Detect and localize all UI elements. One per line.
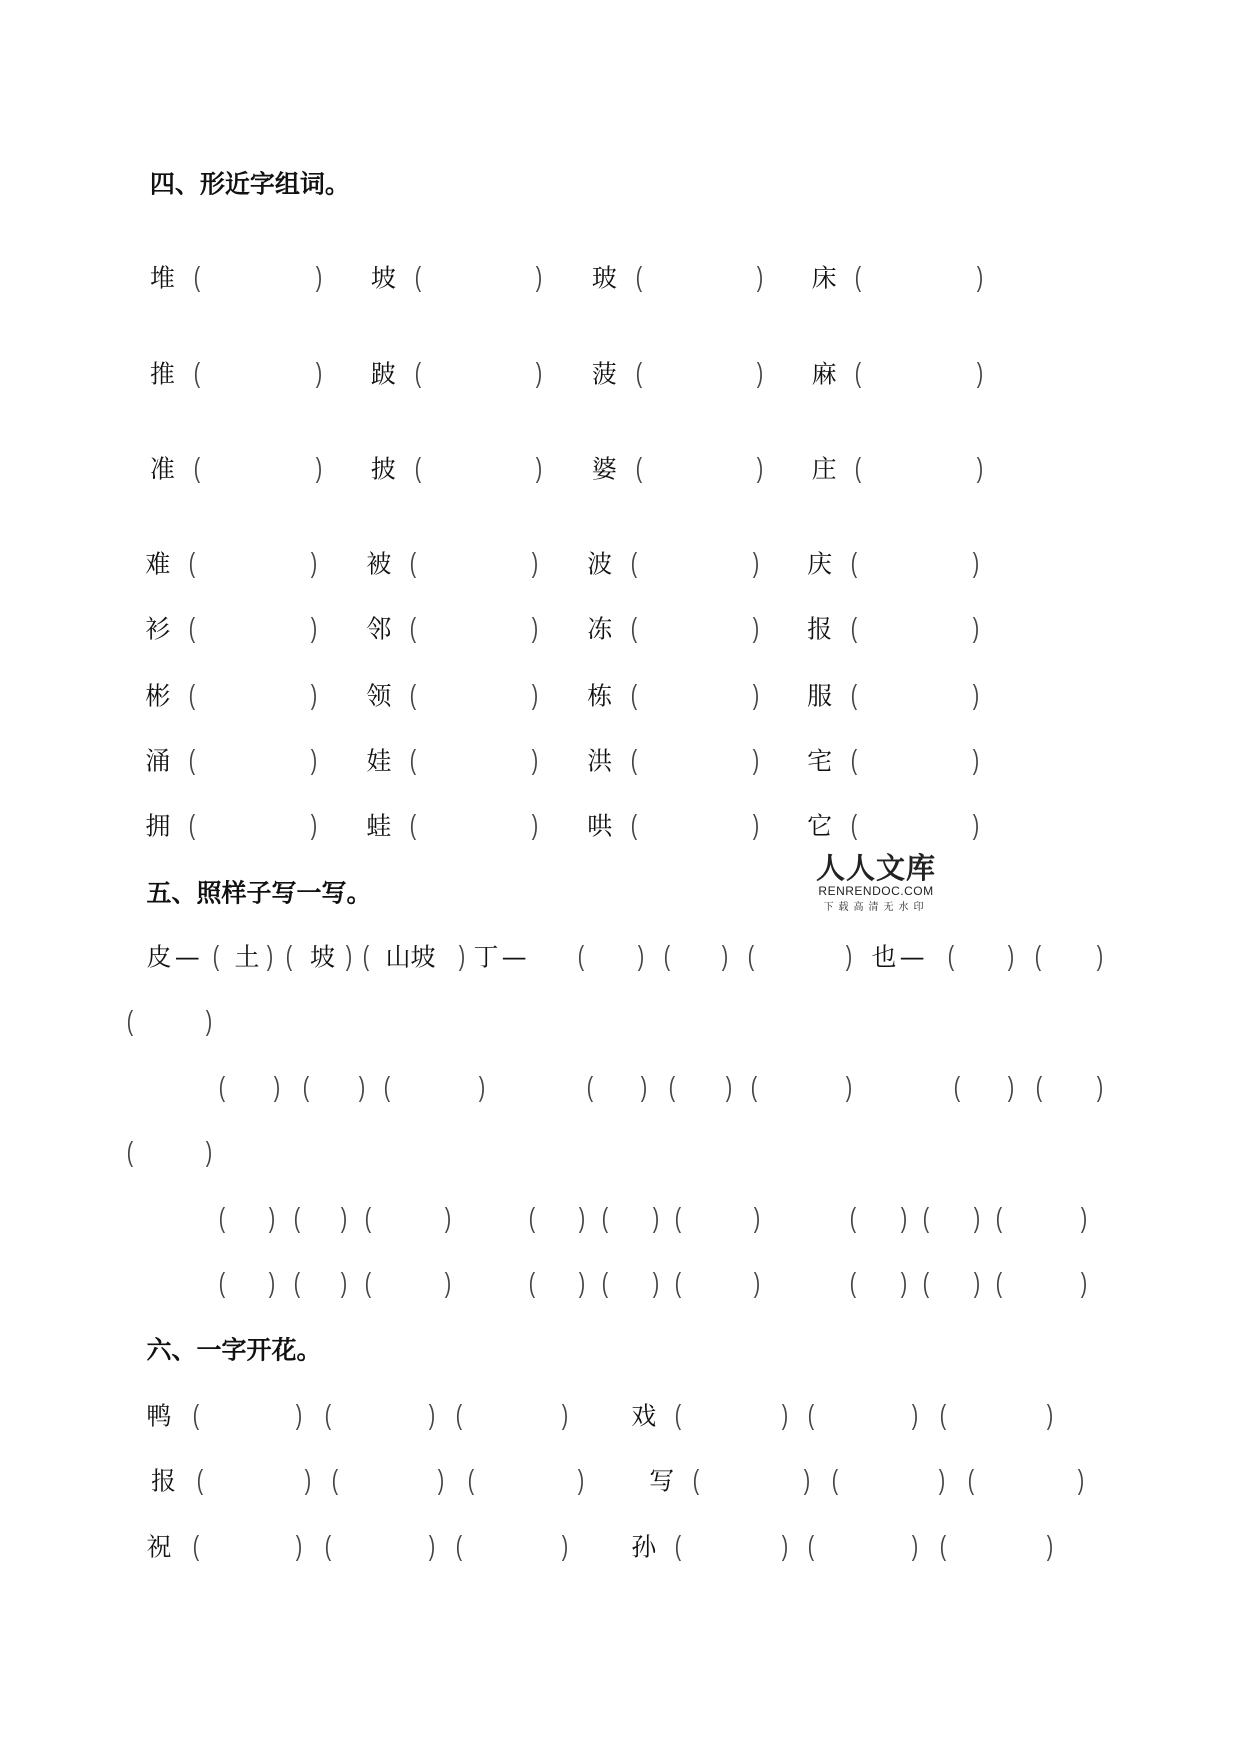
answer-blank-open[interactable]: ( <box>939 1399 947 1431</box>
word-char: 拥 <box>145 811 171 841</box>
answer-blank-close[interactable]: ) <box>752 744 760 776</box>
watermark-slogan: 下载高清无水印 <box>823 902 929 913</box>
word-char: 麻 <box>811 359 837 389</box>
word-char: 娃 <box>366 746 392 776</box>
word-char: 玻 <box>591 263 617 293</box>
answer-blank-open[interactable]: ( <box>601 1202 609 1234</box>
answer-blank-open[interactable]: ( <box>324 1530 331 1562</box>
word-char: 菠 <box>591 359 617 389</box>
answer-blank-close[interactable]: ) <box>900 1202 907 1234</box>
answer-blank-open[interactable]: ( <box>293 1202 301 1234</box>
answer-blank-close[interactable]: ) <box>562 1530 569 1562</box>
answer-blank-open[interactable]: ( <box>218 1071 225 1103</box>
answer-blank-close[interactable]: ) <box>972 810 979 842</box>
answer-blank-close[interactable]: ) <box>652 1267 659 1299</box>
answer-blank-close[interactable]: ) <box>310 679 318 711</box>
answer-blank-close[interactable]: ) <box>977 262 984 294</box>
answer-blank-close[interactable]: ) <box>341 1202 348 1234</box>
example-bracket-open[interactable]: ( <box>212 940 220 972</box>
answer-blank-open[interactable]: ( <box>674 1530 682 1562</box>
answer-blank-open[interactable]: ( <box>189 744 196 776</box>
section-6-title: 六、一字开花。 <box>146 1335 322 1365</box>
answer-blank-close[interactable]: ) <box>310 744 318 776</box>
answer-blank-close[interactable]: ) <box>1080 1202 1088 1234</box>
answer-blank-close[interactable]: ) <box>781 1399 789 1431</box>
answer-blank-close[interactable]: ) <box>359 1071 366 1103</box>
answer-blank-open[interactable]: ( <box>630 547 638 579</box>
answer-blank-close[interactable]: ) <box>305 1465 312 1497</box>
answer-blank-open[interactable]: ( <box>127 1006 134 1038</box>
answer-blank-open[interactable]: ( <box>630 679 638 711</box>
answer-blank-open[interactable]: ( <box>953 1071 960 1103</box>
answer-blank-open[interactable]: ( <box>850 744 858 776</box>
answer-blank-open[interactable]: ( <box>302 1071 310 1103</box>
word-char: 披 <box>370 454 396 484</box>
answer-blank-open[interactable]: ( <box>528 1202 535 1234</box>
answer-blank-close[interactable]: ) <box>429 1399 436 1431</box>
section-5-title: 五、照样子写一写。 <box>146 878 372 908</box>
answer-blank-close[interactable]: ) <box>315 358 322 390</box>
watermark-domain: RENRENDOC.COM <box>818 884 934 898</box>
answer-blank-open[interactable]: ( <box>630 810 638 842</box>
answer-blank-open[interactable]: ( <box>586 1071 594 1103</box>
answer-blank-open[interactable]: ( <box>635 358 642 390</box>
answer-blank-open[interactable]: ( <box>218 1202 225 1234</box>
answer-blank-close[interactable]: ) <box>429 1530 436 1562</box>
answer-blank-open[interactable]: ( <box>193 358 200 390</box>
answer-blank-open[interactable]: ( <box>855 262 862 294</box>
answer-blank-open[interactable]: ( <box>193 452 200 484</box>
answer-blank-open[interactable]: ( <box>409 744 417 776</box>
answer-blank-open[interactable]: ( <box>409 810 417 842</box>
answer-blank-open[interactable]: ( <box>332 1465 339 1497</box>
answer-blank-close[interactable]: ) <box>1007 1071 1014 1103</box>
answer-blank-close[interactable]: ) <box>752 679 760 711</box>
answer-blank-close[interactable]: ) <box>478 1071 486 1103</box>
answer-blank-open[interactable]: ( <box>193 262 200 294</box>
answer-blank-close[interactable]: ) <box>803 1465 810 1497</box>
prompt-dash: — <box>501 942 527 972</box>
answer-blank-open[interactable]: ( <box>674 1202 682 1234</box>
answer-blank-open[interactable]: ( <box>127 1137 134 1169</box>
answer-blank-close[interactable]: ) <box>310 547 318 579</box>
answer-blank-close[interactable]: ) <box>536 358 543 390</box>
answer-blank-open[interactable]: ( <box>414 358 421 390</box>
answer-blank-close[interactable]: ) <box>757 358 764 390</box>
answer-blank-open[interactable]: ( <box>467 1465 474 1497</box>
answer-blank-open[interactable]: ( <box>577 940 585 972</box>
word-char: 庄 <box>811 454 837 484</box>
answer-blank-open[interactable]: ( <box>192 1530 199 1562</box>
answer-blank-close[interactable]: ) <box>725 1071 733 1103</box>
answer-blank-open[interactable]: ( <box>192 1399 199 1431</box>
answer-blank-close[interactable]: ) <box>531 744 539 776</box>
answer-blank-open[interactable]: ( <box>922 1267 930 1299</box>
answer-blank-open[interactable]: ( <box>528 1267 535 1299</box>
word-char: 庆 <box>807 549 833 579</box>
answer-blank-open[interactable]: ( <box>807 1399 815 1431</box>
word-char: 哄 <box>587 811 613 841</box>
answer-blank-close[interactable]: ) <box>781 1530 789 1562</box>
answer-blank-open[interactable]: ( <box>1035 1071 1043 1103</box>
answer-blank-open[interactable]: ( <box>663 940 671 972</box>
word-char: 被 <box>366 549 392 579</box>
prompt-char: 也 <box>871 942 897 972</box>
answer-blank-open[interactable]: ( <box>324 1399 331 1431</box>
answer-blank-open[interactable]: ( <box>947 940 955 972</box>
example-answer: 坡 <box>310 942 336 972</box>
answer-blank-close[interactable]: ) <box>1007 940 1014 972</box>
answer-blank-close[interactable]: ) <box>972 547 979 579</box>
answer-blank-open[interactable]: ( <box>669 1071 676 1103</box>
answer-blank-open[interactable]: ( <box>939 1530 947 1562</box>
example-bracket-close[interactable]: ) <box>458 940 465 972</box>
answer-blank-open[interactable]: ( <box>189 547 196 579</box>
answer-blank-open[interactable]: ( <box>409 612 417 644</box>
answer-blank-close[interactable]: ) <box>757 262 764 294</box>
word-char: 波 <box>587 549 613 579</box>
word-char: 床 <box>811 263 837 293</box>
answer-blank-open[interactable]: ( <box>750 1071 757 1103</box>
answer-blank-close[interactable]: ) <box>536 452 543 484</box>
answer-blank-close[interactable]: ) <box>846 1071 853 1103</box>
answer-blank-close[interactable]: ) <box>977 452 984 484</box>
answer-blank-close[interactable]: ) <box>577 1465 585 1497</box>
answer-blank-close[interactable]: ) <box>977 358 984 390</box>
answer-blank-close[interactable]: ) <box>269 1202 276 1234</box>
word-char: 坡 <box>370 263 396 293</box>
answer-blank-open[interactable]: ( <box>414 452 421 484</box>
answer-blank-open[interactable]: ( <box>189 679 196 711</box>
answer-blank-open[interactable]: ( <box>409 679 417 711</box>
answer-blank-open[interactable]: ( <box>456 1530 463 1562</box>
word-char: 领 <box>366 681 392 711</box>
answer-blank-close[interactable]: ) <box>531 547 539 579</box>
answer-blank-close[interactable]: ) <box>579 1202 586 1234</box>
flower-char: 鸭 <box>146 1401 172 1431</box>
watermark-logo <box>812 852 940 913</box>
answer-blank-close[interactable]: ) <box>752 612 760 644</box>
answer-blank-close[interactable]: ) <box>531 810 539 842</box>
answer-blank-close[interactable]: ) <box>562 1399 569 1431</box>
answer-blank-close[interactable]: ) <box>536 262 543 294</box>
example-answer: 山坡 <box>385 942 436 972</box>
answer-blank-open[interactable]: ( <box>807 1530 815 1562</box>
answer-blank-close[interactable]: ) <box>531 612 539 644</box>
answer-blank-open[interactable]: ( <box>967 1465 975 1497</box>
answer-blank-close[interactable]: ) <box>1077 1465 1084 1497</box>
word-char: 涌 <box>145 746 171 776</box>
answer-blank-close[interactable]: ) <box>531 679 539 711</box>
example-bracket-close[interactable]: ) <box>345 940 353 972</box>
answer-blank-close[interactable]: ) <box>752 810 760 842</box>
answer-blank-close[interactable]: ) <box>315 262 322 294</box>
word-char: 婆 <box>591 454 617 484</box>
word-char: 衫 <box>145 614 171 644</box>
answer-blank-open[interactable]: ( <box>196 1465 204 1497</box>
answer-blank-close[interactable]: ) <box>753 1202 761 1234</box>
answer-blank-open[interactable]: ( <box>409 547 417 579</box>
answer-blank-close[interactable]: ) <box>637 940 645 972</box>
answer-blank-close[interactable]: ) <box>757 452 764 484</box>
answer-blank-close[interactable]: ) <box>972 612 979 644</box>
answer-blank-close[interactable]: ) <box>973 1267 981 1299</box>
answer-blank-close[interactable]: ) <box>579 1267 586 1299</box>
flower-char: 戏 <box>631 1401 657 1431</box>
answer-blank-close[interactable]: ) <box>1096 940 1103 972</box>
word-char: 蛙 <box>366 811 392 841</box>
answer-blank-close[interactable]: ) <box>972 679 979 711</box>
answer-blank-open[interactable]: ( <box>189 810 196 842</box>
answer-blank-close[interactable]: ) <box>269 1267 276 1299</box>
answer-blank-close[interactable]: ) <box>652 1202 659 1234</box>
word-char: 报 <box>807 614 833 644</box>
answer-blank-close[interactable]: ) <box>444 1202 452 1234</box>
example-bracket-open[interactable]: ( <box>362 940 370 972</box>
answer-blank-close[interactable]: ) <box>1046 1530 1054 1562</box>
answer-blank-close[interactable]: ) <box>846 940 853 972</box>
word-char: 彬 <box>145 681 171 711</box>
answer-blank-open[interactable]: ( <box>635 452 642 484</box>
prompt-char: 丁 <box>473 942 499 972</box>
answer-blank-close[interactable]: ) <box>438 1465 445 1497</box>
answer-blank-close[interactable]: ) <box>296 1399 303 1431</box>
answer-blank-close[interactable]: ) <box>752 547 760 579</box>
answer-blank-open[interactable]: ( <box>850 547 858 579</box>
example-bracket-open[interactable]: ( <box>285 940 293 972</box>
word-char: 邻 <box>366 614 392 644</box>
answer-blank-close[interactable]: ) <box>205 1006 213 1038</box>
word-char: 难 <box>145 549 171 579</box>
answer-blank-open[interactable]: ( <box>384 1071 391 1103</box>
answer-blank-close[interactable]: ) <box>1046 1399 1054 1431</box>
answer-blank-close[interactable]: ) <box>444 1267 452 1299</box>
answer-blank-open[interactable]: ( <box>855 358 862 390</box>
answer-blank-open[interactable]: ( <box>674 1399 682 1431</box>
answer-blank-open[interactable]: ( <box>364 1267 372 1299</box>
word-char: 冻 <box>587 614 613 644</box>
answer-blank-close[interactable]: ) <box>310 612 318 644</box>
answer-blank-open[interactable]: ( <box>849 1267 857 1299</box>
answer-blank-open[interactable]: ( <box>922 1202 930 1234</box>
answer-blank-open[interactable]: ( <box>1034 940 1041 972</box>
answer-blank-close[interactable]: ) <box>641 1071 648 1103</box>
answer-blank-open[interactable]: ( <box>996 1202 1003 1234</box>
answer-blank-open[interactable]: ( <box>635 262 642 294</box>
word-char: 准 <box>149 454 175 484</box>
answer-blank-close[interactable]: ) <box>722 940 729 972</box>
answer-blank-open[interactable]: ( <box>674 1267 682 1299</box>
answer-blank-open[interactable]: ( <box>850 679 858 711</box>
word-char: 推 <box>149 359 175 389</box>
word-char: 宅 <box>807 746 833 776</box>
answer-blank-close[interactable]: ) <box>315 452 322 484</box>
flower-char: 祝 <box>146 1532 172 1562</box>
word-char: 它 <box>807 811 833 841</box>
answer-blank-close[interactable]: ) <box>296 1530 303 1562</box>
answer-blank-close[interactable]: ) <box>972 744 979 776</box>
word-char: 栋 <box>587 681 613 711</box>
word-char: 服 <box>807 681 833 711</box>
answer-blank-open[interactable]: ( <box>849 1202 857 1234</box>
answer-blank-open[interactable]: ( <box>218 1267 225 1299</box>
answer-blank-close[interactable]: ) <box>973 1202 981 1234</box>
answer-blank-open[interactable]: ( <box>850 612 858 644</box>
flower-char: 写 <box>649 1466 675 1496</box>
answer-blank-close[interactable]: ) <box>273 1071 280 1103</box>
word-char: 跛 <box>370 359 396 389</box>
answer-blank-open[interactable]: ( <box>414 262 421 294</box>
answer-blank-close[interactable]: ) <box>938 1465 946 1497</box>
answer-blank-open[interactable]: ( <box>630 744 638 776</box>
example-char: 皮 <box>146 942 172 972</box>
answer-blank-close[interactable]: ) <box>205 1137 213 1169</box>
flower-char: 报 <box>151 1466 177 1496</box>
answer-blank-close[interactable]: ) <box>900 1267 907 1299</box>
answer-blank-close[interactable]: ) <box>911 1530 919 1562</box>
answer-blank-open[interactable]: ( <box>293 1267 301 1299</box>
example-dash: — <box>174 942 200 972</box>
flower-char: 孙 <box>631 1532 657 1562</box>
answer-blank-close[interactable]: ) <box>1080 1267 1088 1299</box>
answer-blank-open[interactable]: ( <box>831 1465 838 1497</box>
answer-blank-open[interactable]: ( <box>189 612 196 644</box>
answer-blank-close[interactable]: ) <box>911 1399 919 1431</box>
example-bracket-close[interactable]: ) <box>266 940 274 972</box>
prompt-dash: — <box>899 942 925 972</box>
word-char: 洪 <box>587 746 613 776</box>
answer-blank-open[interactable]: ( <box>601 1267 609 1299</box>
word-char: 堆 <box>149 263 175 293</box>
answer-blank-open[interactable]: ( <box>456 1399 463 1431</box>
example-answer: 土 <box>234 942 260 972</box>
answer-blank-open[interactable]: ( <box>692 1465 700 1497</box>
answer-blank-close[interactable]: ) <box>310 810 318 842</box>
answer-blank-open[interactable]: ( <box>748 940 755 972</box>
answer-blank-close[interactable]: ) <box>1096 1071 1103 1103</box>
answer-blank-open[interactable]: ( <box>630 612 638 644</box>
answer-blank-open[interactable]: ( <box>850 810 858 842</box>
answer-blank-close[interactable]: ) <box>753 1267 761 1299</box>
section-4-title: 四、形近字组词。 <box>149 169 350 199</box>
answer-blank-open[interactable]: ( <box>364 1202 372 1234</box>
watermark-name: 人人文库 <box>815 851 936 885</box>
answer-blank-open[interactable]: ( <box>996 1267 1003 1299</box>
answer-blank-open[interactable]: ( <box>855 452 862 484</box>
answer-blank-close[interactable]: ) <box>341 1267 348 1299</box>
